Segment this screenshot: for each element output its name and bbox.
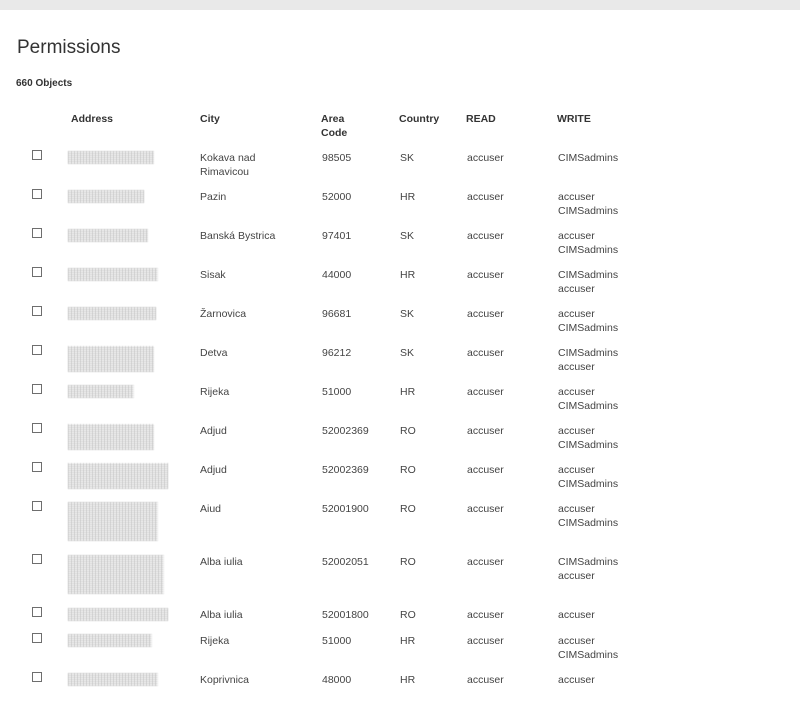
cell-write: accuser CIMSadmins [558,635,619,661]
column-header-country[interactable]: Country [399,113,440,125]
cell-area-code: 48000 [322,674,352,686]
page-title: Permissions [17,37,121,58]
cell-city: Alba iulia [200,609,243,621]
address-redacted [68,463,168,489]
table-row [0,307,800,343]
cell-city: Rijeka [200,386,230,398]
cell-area-code: 52001800 [322,609,369,621]
row-select-checkbox[interactable] [32,345,42,355]
row-select-checkbox[interactable] [32,189,42,199]
cell-write: accuser CIMSadmins [558,230,619,256]
cell-area-code: 52002369 [322,464,369,476]
cell-area-code: 97401 [322,230,352,242]
row-select-checkbox[interactable] [32,633,42,643]
cell-read: accuser [467,674,504,686]
cell-write: accuser CIMSadmins [558,464,619,490]
cell-area-code: 44000 [322,269,352,281]
cell-city: Koprivnica [200,674,250,686]
table-row [0,555,800,591]
cell-country: RO [400,464,416,476]
top-bar [0,0,800,10]
cell-country: HR [400,269,416,281]
cell-city: Banská Bystrica [200,230,276,242]
cell-area-code: 98505 [322,152,352,164]
cell-read: accuser [467,556,504,568]
row-select-checkbox[interactable] [32,672,42,682]
column-header-address[interactable]: Address [71,113,114,125]
cell-city: Žarnovica [200,308,247,320]
cell-country: HR [400,674,416,686]
cell-read: accuser [467,347,504,359]
address-redacted [68,151,154,164]
cell-write: CIMSadmins accuser [558,269,619,295]
table-row [0,268,800,304]
cell-write: accuser CIMSadmins [558,503,619,529]
cell-country: RO [400,609,416,621]
row-select-checkbox[interactable] [32,267,42,277]
column-header-area-code[interactable]: Area Code [321,113,348,139]
column-header-city[interactable]: City [200,113,220,125]
cell-read: accuser [467,191,504,203]
cell-area-code: 52002369 [322,425,369,437]
cell-area-code: 52000 [322,191,352,203]
table-row [0,229,800,265]
cell-country: SK [400,230,415,242]
row-select-checkbox[interactable] [32,228,42,238]
row-select-checkbox[interactable] [32,423,42,433]
address-redacted [68,555,164,594]
cell-country: SK [400,152,415,164]
cell-city: Kokava nad Rimavicou [200,152,256,178]
cell-write: accuser CIMSadmins [558,425,619,451]
cell-write: accuser [558,674,595,686]
object-count: 660 Objects [16,78,73,89]
address-redacted [68,424,154,450]
cell-read: accuser [467,425,504,437]
row-select-checkbox[interactable] [32,150,42,160]
address-redacted [68,673,158,686]
cell-city: Adjud [200,425,227,437]
table-row [0,346,800,382]
table-row [0,424,800,460]
cell-write: CIMSadmins [558,152,619,164]
address-redacted [68,346,154,372]
cell-read: accuser [467,503,504,515]
row-select-checkbox[interactable] [32,384,42,394]
table-row [0,463,800,499]
address-redacted [68,268,158,281]
address-redacted [68,634,152,647]
cell-write: CIMSadmins accuser [558,556,619,582]
row-select-checkbox[interactable] [32,501,42,511]
cell-read: accuser [467,230,504,242]
cell-write: CIMSadmins accuser [558,347,619,373]
cell-write: accuser CIMSadmins [558,386,619,412]
cell-city: Aiud [200,503,222,515]
address-redacted [68,608,168,621]
cell-city: Detva [200,347,228,359]
cell-area-code: 51000 [322,386,352,398]
cell-city: Pazin [200,191,227,203]
cell-country: RO [400,556,416,568]
cell-area-code: 51000 [322,635,352,647]
cell-country: RO [400,425,416,437]
cell-write: accuser CIMSadmins [558,191,619,217]
row-select-checkbox[interactable] [32,607,42,617]
cell-country: RO [400,503,416,515]
row-select-checkbox[interactable] [32,462,42,472]
address-redacted [68,307,156,320]
table-row [0,190,800,226]
cell-country: HR [400,386,416,398]
address-redacted [68,229,148,242]
cell-area-code: 96681 [322,308,352,320]
cell-read: accuser [467,609,504,621]
table-row [0,385,800,421]
cell-country: SK [400,308,415,320]
cell-city: Sisak [200,269,226,281]
cell-write: accuser CIMSadmins [558,308,619,334]
column-header-write[interactable]: WRITE [557,113,591,125]
cell-read: accuser [467,386,504,398]
cell-read: accuser [467,152,504,164]
column-header-read[interactable]: READ [466,113,496,125]
table-row [0,673,800,709]
table-row [0,151,800,187]
row-select-checkbox[interactable] [32,306,42,316]
address-redacted [68,385,134,398]
cell-area-code: 96212 [322,347,352,359]
cell-read: accuser [467,308,504,320]
cell-write: accuser [558,609,595,621]
cell-country: SK [400,347,415,359]
table-row [0,502,800,538]
cell-country: HR [400,191,416,203]
cell-area-code: 52002051 [322,556,369,568]
cell-country: HR [400,635,416,647]
cell-city: Adjud [200,464,227,476]
cell-read: accuser [467,464,504,476]
cell-read: accuser [467,635,504,647]
address-redacted [68,190,144,203]
cell-city: Rijeka [200,635,230,647]
cell-city: Alba iulia [200,556,243,568]
row-select-checkbox[interactable] [32,554,42,564]
address-redacted [68,502,158,541]
cell-area-code: 52001900 [322,503,369,515]
table-row [0,634,800,670]
cell-read: accuser [467,269,504,281]
